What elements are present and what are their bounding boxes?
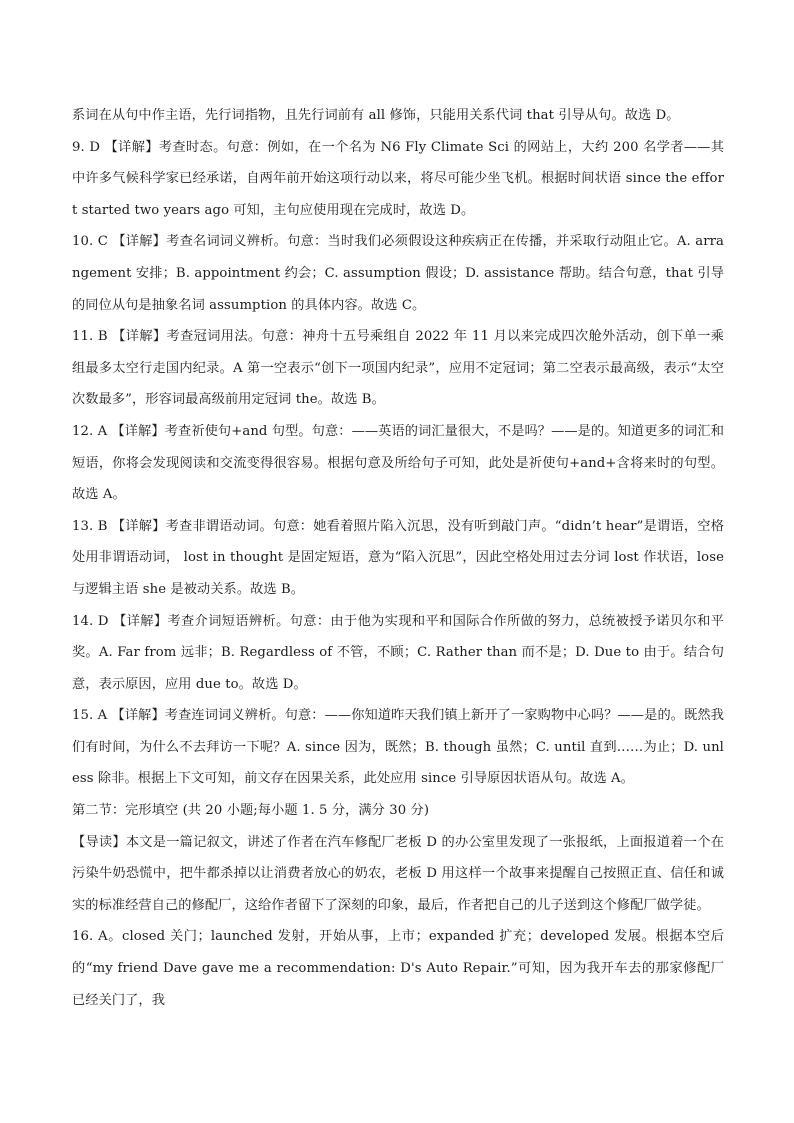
paragraph-q9-answer: 9. D 【详解】考查时态。句意：例如，在一个名为 N6 Fly Climate Sci 的网站上，大约 200 名学者——其中许多气候科学家已经承诺，自两年前开始这项行动以来，将尽可能少坐飞机。根据时间状语 since the effort started two years ago 可知，主句应使用现在完成时，故选 D。: [72, 139, 724, 218]
paragraph-q16-answer: 16. A。closed 关门；launched 发射，开始从事，上市；expanded 扩充；developed 发展。根据本空后的“my friend Dave gave me a recommendation: D's Auto Repair.”可知，因为我开车去的那家修配厂已经关门了，我: [72, 929, 724, 1008]
paragraph-q15-answer: 15. A 【详解】考查连词词义辨析。句意：——你知道昨天我们镇上新开了一家购物中心吗？——是的。既然我们有时间，为什么不去拜访一下呢？A. since 因为，既然；B. though 虽然；C. until 直到……为止；D. unless 除非。根据上下文可知，前文存在因果关系，此处应用 since 引导原因状语从句。故选 A。: [72, 708, 724, 787]
section-heading-cloze: 第二节：完形填空 (共 20 小题;每小题 1. 5 分，满分 30 分): [72, 803, 430, 819]
paragraph-q13-answer: 13. B 【详解】考查非谓语动词。句意：她看着照片陷入沉思，没有听到敲门声。“didn’t hear”是谓语，空格处用非谓语动词， lost in thought 是固定短语，意为“陷入沉思”，因此空格处用过去分词 lost 作状语，lose 与逻辑主语 she 是被动关系。故选 B。: [72, 518, 724, 597]
paragraph-q12-answer: 12. A 【详解】考查祈使句+and 句型。句意：——英语的词汇量很大，不是吗？——是的。知道更多的词汇和短语，你将会发现阅读和交流变得很容易。根据句意及所给句子可知，此处是祈使句+and+含将来时的句型。故选 A。: [72, 423, 724, 503]
paragraph-cloze-guide: 【导读】本文是一篇记叙文，讲述了作者在汽车修配厂老板 D 的办公室里发现了一张报纸，上面报道着一个在污染牛奶恐慌中，把牛都杀掉以让消费者放心的奶农，老板 D 用这样一个故事来提醒自己按照正直、信任和诚实的标准经营自己的修配厂，这给作者留下了深刻的印象，最后，作者把自己的儿子送到这个修配厂做学徒。: [72, 834, 724, 913]
paragraph-q14-answer: 14. D 【详解】考查介词短语辨析。句意：由于他为实现和平和国际合作所做的努力，总统被授予诺贝尔和平奖。A. Far from 远非；B. Regardless of 不管，不顾；C. Rather than 而不是；D. Due to 由于。结合句意，表示原因，应用 due to。故选 D。: [72, 613, 724, 692]
document-body: [72, 100, 724, 1016]
paragraph-q10-answer: 10. C 【详解】考查名词词义辨析。句意：当时我们必须假设这种疾病正在传播，并采取行动阻止它。A. arrangement 安排；B. appointment 约会；C. assumption 假设；D. assistance 帮助。结合句意，that 引导的同位从句是抽象名词 assumption 的具体内容。故选 C。: [72, 234, 724, 313]
paragraph-q8-continued: 系词在从句中作主语，先行词指物，且先行词前有 all 修饰，只能用关系代词 that 引导从句。故选 D。: [72, 108, 680, 123]
paragraph-q11-answer: 11. B 【详解】考查冠词用法。句意：神舟十五号乘组自 2022 年 11 月以来完成四次舱外活动，创下单一乘组最多太空行走国内纪录。A 第一空表示“创下一项国内纪录”，应用不定冠词；第二空表示最高级，表示“太空次数最多”，形容词最高级前用定冠词 the。故选 B。: [72, 329, 724, 408]
